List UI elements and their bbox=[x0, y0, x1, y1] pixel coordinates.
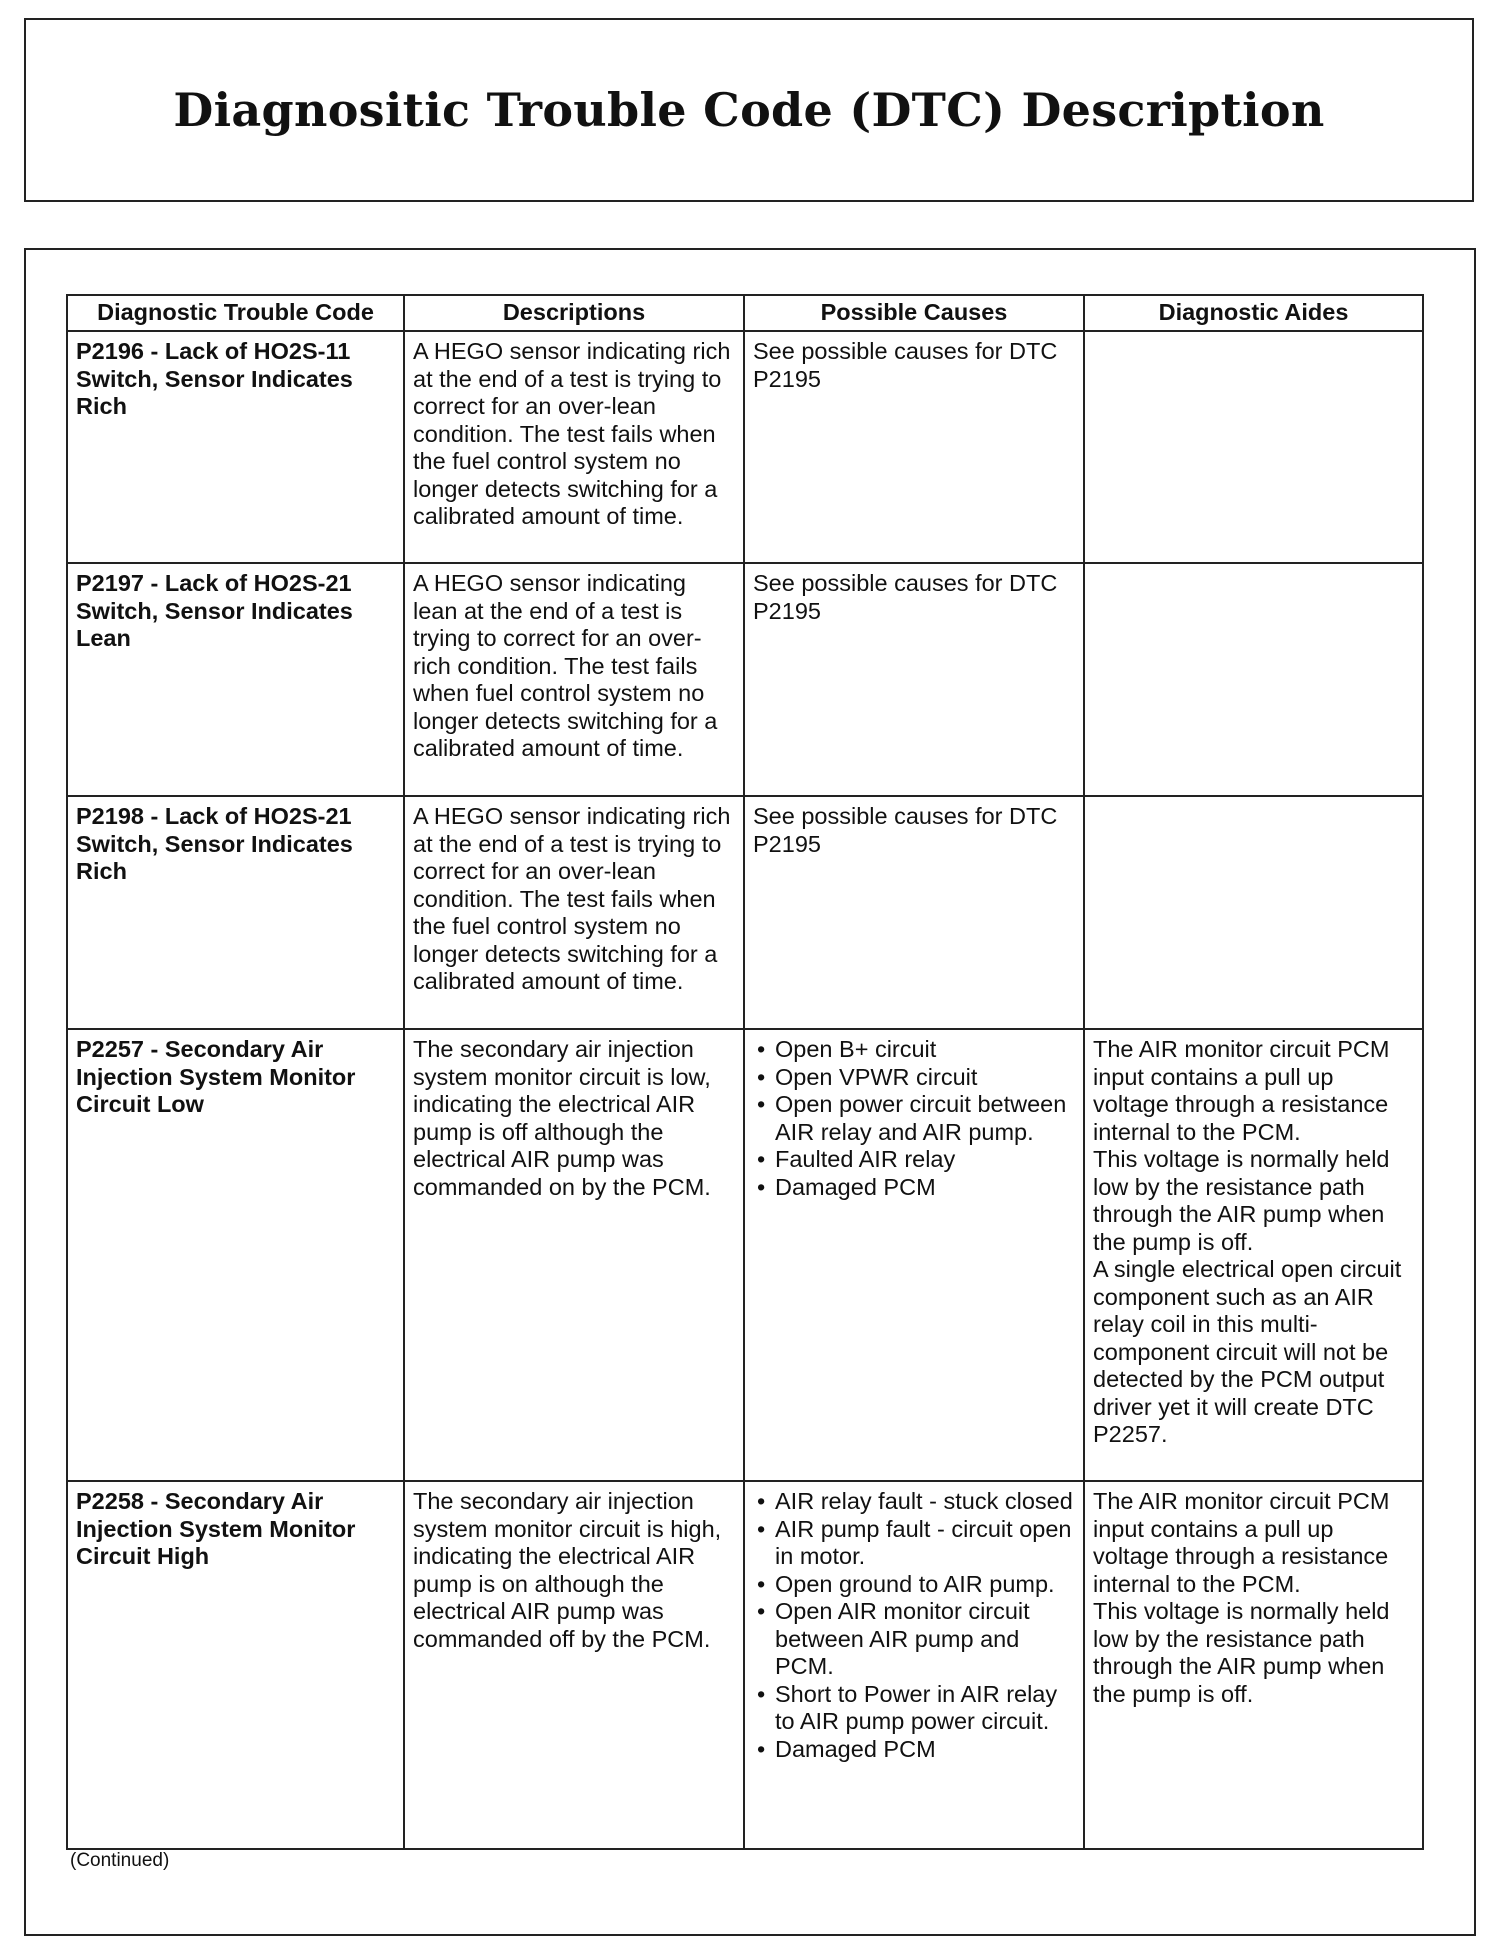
cause-item: • Open B+ circuit bbox=[753, 1036, 1075, 1064]
aides-cell bbox=[1084, 1029, 1423, 1481]
dtc-code-cell: P2257 - Secondary Air Injection System Monitor Circuit Low bbox=[67, 1029, 404, 1481]
title-box bbox=[24, 18, 1474, 202]
dtc-code-cell: P2197 - Lack of HO2S-21 Switch, Sensor Indicates Lean bbox=[67, 563, 404, 796]
table-row bbox=[67, 563, 1423, 796]
dtc-code-cell: P2196 - Lack of HO2S-11 Switch, Sensor Indicates Rich bbox=[67, 331, 404, 563]
cause-item: • Damaged PCM bbox=[753, 1736, 1075, 1764]
description-cell: A HEGO sensor indicating rich at the end of a test is trying to correct for an over-lean condition. The test fails when the fuel control system no longer detects switching for a calibrated amount of time. bbox=[404, 331, 744, 563]
dtc-code-cell: P2258 - Secondary Air Injection System Monitor Circuit High bbox=[67, 1481, 404, 1849]
table-header-row bbox=[67, 295, 1423, 331]
cause-item: • Open power circuit between AIR relay and AIR pump. bbox=[753, 1091, 1075, 1146]
cause-item: • AIR relay fault - stuck closed bbox=[753, 1488, 1075, 1516]
column-header-aides: Diagnostic Aides bbox=[1084, 295, 1423, 331]
table-row bbox=[67, 1481, 1423, 1849]
causes-cell: See possible causes for DTC P2195 bbox=[744, 796, 1084, 1029]
cause-item: • Damaged PCM bbox=[753, 1174, 1075, 1202]
cause-item: • Faulted AIR relay bbox=[753, 1146, 1075, 1174]
dtc-table bbox=[66, 294, 1424, 1850]
table-row bbox=[67, 796, 1423, 1029]
causes-cell: See possible causes for DTC P2195 bbox=[744, 331, 1084, 563]
description-cell: The secondary air injection system monitor circuit is low, indicating the electrical AIR pump is off although the electrical AIR pump was commanded on by the PCM. bbox=[404, 1029, 744, 1481]
dtc-code-cell: P2198 - Lack of HO2S-21 Switch, Sensor Indicates Rich bbox=[67, 796, 404, 1029]
aide-paragraph: A single electrical open circuit component such as an AIR relay coil in this multi-component circuit will not be detected by the PCM output driver yet it will create DTC P2257. bbox=[1093, 1256, 1402, 1447]
causes-cell: See possible causes for DTC P2195 bbox=[744, 563, 1084, 796]
column-header-descriptions: Descriptions bbox=[404, 295, 744, 331]
column-header-causes: Possible Causes bbox=[744, 295, 1084, 331]
cause-item: • Short to Power in AIR relay to AIR pump power circuit. bbox=[753, 1681, 1075, 1736]
causes-cell bbox=[744, 1029, 1084, 1481]
aide-paragraph: The AIR monitor circuit PCM input contains a pull up voltage through a resistance internal to the PCM. bbox=[1093, 1036, 1390, 1145]
aide-paragraph: This voltage is normally held low by the resistance path through the AIR pump when the pump is off. bbox=[1093, 1598, 1390, 1707]
continued-note: (Continued) bbox=[70, 1850, 170, 1871]
description-cell: The secondary air injection system monitor circuit is high, indicating the electrical AIR pump is on although the electrical AIR pump was commanded off by the PCM. bbox=[404, 1481, 744, 1849]
page-title: Diagnositic Trouble Code (DTC) Description bbox=[173, 83, 1325, 137]
causes-list bbox=[753, 1036, 1075, 1201]
aide-paragraph: The AIR monitor circuit PCM input contains a pull up voltage through a resistance internal to the PCM. bbox=[1093, 1488, 1390, 1597]
cause-item: • Open ground to AIR pump. bbox=[753, 1571, 1075, 1599]
aide-paragraph: This voltage is normally held low by the resistance path through the AIR pump when the pump is off. bbox=[1093, 1146, 1390, 1255]
table-row bbox=[67, 331, 1423, 563]
table-row bbox=[67, 1029, 1423, 1481]
causes-list bbox=[753, 1488, 1075, 1763]
content-box bbox=[24, 248, 1476, 1936]
aides-cell bbox=[1084, 1481, 1423, 1849]
cause-item: • Open VPWR circuit bbox=[753, 1064, 1075, 1092]
column-header-code: Diagnostic Trouble Code bbox=[67, 295, 404, 331]
cause-item: • Open AIR monitor circuit between AIR pump and PCM. bbox=[753, 1598, 1075, 1681]
description-cell: A HEGO sensor indicating rich at the end of a test is trying to correct for an over-lean condition. The test fails when the fuel control system no longer detects switching for a calibrated amount of time. bbox=[404, 796, 744, 1029]
description-cell: A HEGO sensor indicating lean at the end of a test is trying to correct for an over-rich condition. The test fails when fuel control system no longer detects switching for a calibrated amount of time. bbox=[404, 563, 744, 796]
aides-cell bbox=[1084, 563, 1423, 796]
aides-cell bbox=[1084, 796, 1423, 1029]
cause-item: • AIR pump fault - circuit open in motor. bbox=[753, 1516, 1075, 1571]
aides-cell bbox=[1084, 331, 1423, 563]
causes-cell bbox=[744, 1481, 1084, 1849]
